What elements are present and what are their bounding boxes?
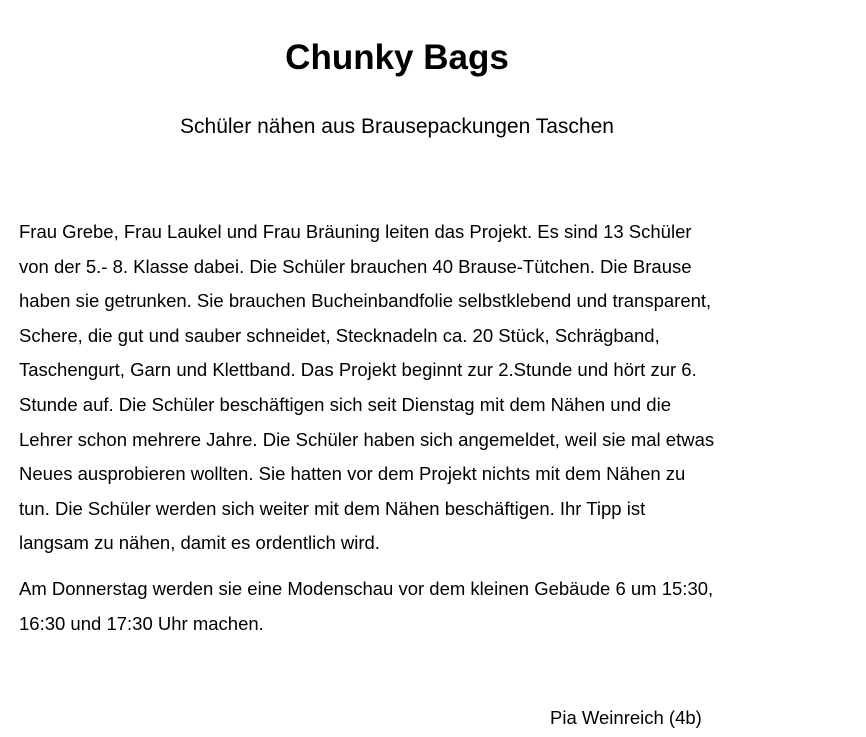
paragraph-line: haben sie getrunken. Sie brauchen Bucheinbandfolie selbstklebend und transparent,	[19, 290, 712, 312]
article-author: Pia Weinreich (4b)	[550, 707, 702, 728]
paragraph-line: Am Donnerstag werden sie eine Modenschau vor dem kleinen Gebäude 6 um 15:30,	[19, 578, 714, 599]
article-title: Chunky Bags	[285, 38, 509, 77]
paragraph-line: Neues ausprobieren wollten. Sie hatten vor dem Projekt nichts mit dem Nähen zu	[19, 463, 686, 485]
paragraph-line: von der 5.- 8. Klasse dabei. Die Schüler brauchen 40 Brause-Tütchen. Die Brause	[19, 255, 692, 277]
article-paragraph-1	[19, 215, 799, 561]
paragraph-line: Schere, die gut und sauber schneidet, Stecknadeln ca. 20 Stück, Schrägband,	[19, 324, 660, 346]
paragraph-line: Frau Grebe, Frau Laukel und Frau Bräuning leiten das Projekt. Es sind 13 Schüler	[19, 221, 692, 242]
article-paragraph-2	[19, 572, 799, 641]
paragraph-line: langsam zu nähen, damit es ordentlich wird.	[19, 532, 380, 554]
paragraph-line: Lehrer schon mehrere Jahre. Die Schüler haben sich angemeldet, weil sie mal etwas	[19, 428, 715, 450]
paragraph-line: Taschengurt, Garn und Klettband. Das Projekt beginnt zur 2.Stunde und hört zur 6.	[19, 359, 697, 381]
paragraph-line: Stunde auf. Die Schüler beschäftigen sich seit Dienstag mit dem Nähen und die	[19, 393, 671, 415]
paragraph-line: tun. Die Schüler werden sich weiter mit dem Nähen beschäftigen. Ihr Tipp ist	[19, 497, 646, 519]
paragraph-line: 16:30 und 17:30 Uhr machen.	[19, 612, 264, 634]
article-subtitle: Schüler nähen aus Brausepackungen Taschen	[180, 115, 614, 138]
